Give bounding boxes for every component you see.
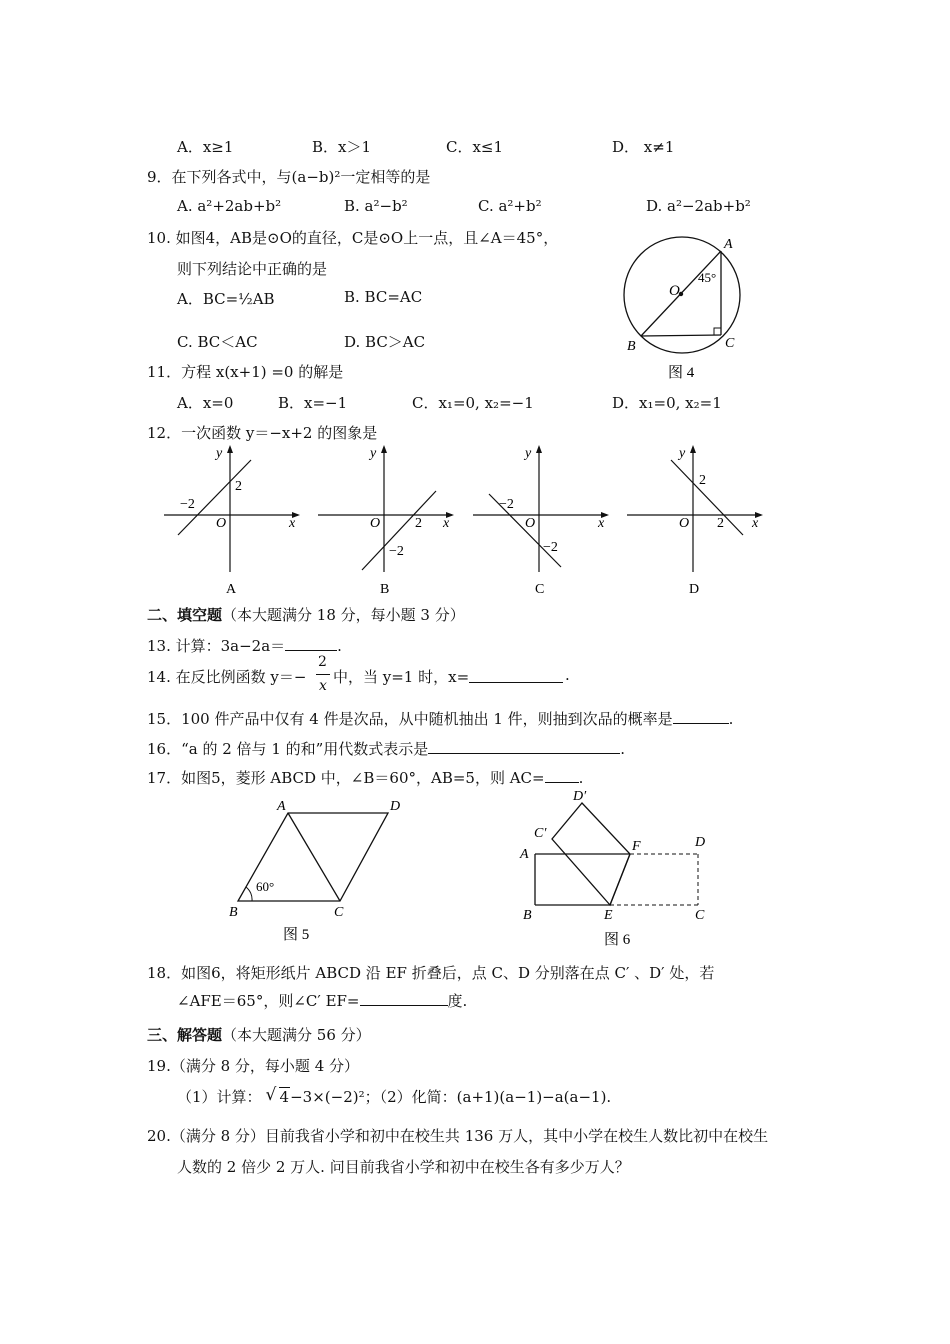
svg-text:O: O [216, 516, 227, 531]
svg-text:−2: −2 [543, 540, 558, 555]
q15-answer-blank[interactable] [673, 709, 729, 724]
q17: 17．如图5，菱形 ABCD 中，∠B＝60°，AB=5，则 AC= . [147, 769, 584, 787]
q15: 15．100 件产品中仅有 4 件是次品，从中随机抽出 1 件，则抽到次品的概率是 . [147, 710, 734, 728]
q8-option-a: A．x≥1 [177, 138, 234, 156]
fig6-fold-line-ef [610, 854, 630, 905]
q11-option-c: C．x₁=0, x₂=−1 [412, 394, 534, 412]
q20-line2: 人数的 2 倍少 2 万人. 问目前我省小学和初中在校生各有多少万人？ [177, 1158, 630, 1176]
svg-text:2: 2 [235, 479, 242, 494]
svg-text:O: O [679, 516, 690, 531]
svg-text:D: D [390, 799, 401, 814]
graph-b [314, 442, 464, 602]
q14-fraction-den: x [319, 678, 327, 694]
q9-option-a: A. a²+2ab+b² [177, 197, 282, 215]
fig4-angle-label: 45° [698, 270, 717, 285]
q19-sqrt: √ 4 [265, 1085, 290, 1106]
section-2-note: （本大题满分 18 分，每小题 3 分） [222, 606, 465, 624]
svg-text:−2: −2 [389, 544, 404, 559]
q18-line1: 18．如图6，将矩形纸片 ABCD 沿 EF 折叠后，点 C、D 分别落在点 C′ 、D′ 处，若 [147, 964, 715, 982]
q9-stem: 9．在下列各式中，与(a−b)²一定相等的是 [147, 168, 431, 186]
svg-text:D′: D′ [573, 789, 587, 804]
q10-option-b: B. BC=AC [344, 288, 423, 306]
q14-answer-blank[interactable] [469, 668, 563, 683]
fig4-label-c: C [725, 336, 735, 351]
graph-a [160, 442, 310, 602]
q14-fraction-num: 2 [318, 654, 327, 670]
q17-text: 17．如图5，菱形 ABCD 中，∠B＝60°，AB=5，则 AC= [147, 769, 545, 787]
q16-text: 16．“a 的 2 倍与 1 的和”用代数式表示是 [147, 740, 429, 758]
figure-5 [220, 795, 410, 950]
svg-text:A: A [277, 799, 286, 814]
section-3-heading [147, 1024, 371, 1045]
q9-option-b: B. a²−b² [344, 197, 408, 215]
q14-post: 中，当 y=1 时，x= [333, 668, 470, 686]
q9-option-c: C. a²+b² [478, 197, 542, 215]
svg-text:C: C [695, 908, 705, 923]
svg-text:x: x [289, 516, 296, 531]
svg-text:y: y [525, 446, 532, 461]
q8-option-d: D． x≠1 [612, 138, 675, 156]
fig4-label-a: A [724, 237, 733, 252]
q18-line2: ∠AFE＝65°，则∠C′ EF= 度. [177, 992, 468, 1010]
q19-parts: （1）计算： √ 4−3×(−2)²；（2）化简：(a+1)(a−1)−a(a−1). [177, 1085, 612, 1106]
svg-text:y: y [216, 446, 223, 461]
q19-stem: 19.（满分 8 分，每小题 4 分） [147, 1057, 360, 1075]
q20-line1: 20.（满分 8 分）目前我省小学和初中在校生共 136 万人，其中小学在校生人数比初中在校生 [147, 1127, 769, 1145]
q16: 16．“a 的 2 倍与 1 的和”用代数式表示是 . [147, 740, 626, 758]
svg-text:x: x [752, 516, 759, 531]
figure-4 [610, 228, 760, 388]
q13-text: 13. 计算：3a−2a＝ [147, 637, 286, 655]
q16-answer-blank[interactable] [428, 739, 620, 754]
svg-text:O: O [525, 516, 536, 531]
section-2-title: 二、填空题 [147, 606, 223, 624]
q10-option-d: D. BC＞AC [344, 333, 426, 351]
svg-text:A: A [520, 847, 529, 862]
svg-text:C: C [334, 905, 344, 920]
section-2-heading [147, 604, 465, 625]
q13-answer-blank[interactable] [285, 636, 337, 651]
graph-b-label: B [380, 582, 390, 597]
svg-text:E: E [604, 908, 613, 923]
q8-option-b: B．x＞1 [312, 138, 372, 156]
svg-text:2: 2 [415, 516, 422, 531]
q13: 13. 计算：3a−2a＝ . [147, 637, 342, 655]
svg-text:60°: 60° [256, 879, 275, 894]
svg-text:D: D [695, 835, 706, 850]
fig4-label-b: B [627, 339, 636, 354]
q11-option-a: A．x=0 [177, 394, 234, 412]
fig4-caption: 图 4 [668, 365, 695, 381]
section-3-title: 三、解答题 [147, 1026, 223, 1044]
svg-text:2: 2 [717, 516, 724, 531]
fig5-caption: 图 5 [283, 927, 310, 943]
q11-stem: 11．方程 x(x+1) =0 的解是 [147, 363, 344, 381]
svg-text:x: x [443, 516, 450, 531]
graph-d-label: D [689, 582, 700, 597]
q14-fraction-bar [316, 674, 330, 675]
fig5-angle-arc [246, 887, 252, 901]
q14-pre: 14. 在反比例函数 y＝− [147, 668, 307, 686]
section-3-note: （本大题满分 56 分） [222, 1026, 371, 1044]
q10-stem-line1: 10. 如图4，AB是⊙O的直径，C是⊙O上一点，且∠A＝45°， [147, 229, 559, 247]
q18-answer-blank[interactable] [360, 991, 448, 1006]
svg-text:B: B [523, 908, 532, 923]
svg-text:B: B [229, 905, 238, 920]
fig4-label-o: O [669, 283, 680, 299]
svg-text:F: F [632, 839, 641, 854]
svg-text:2: 2 [699, 473, 706, 488]
q15-text: 15．100 件产品中仅有 4 件是次品，从中随机抽出 1 件，则抽到次品的概率是 [147, 710, 673, 728]
q9-option-d: D. a²−2ab+b² [646, 197, 751, 215]
q10-option-a: A．BC=½AB [177, 290, 275, 308]
svg-text:y: y [370, 446, 377, 461]
fig4-right-angle-mark [714, 328, 721, 335]
graph-c-label: C [535, 582, 545, 597]
q12-stem: 12．一次函数 y＝−x+2 的图象是 [147, 424, 378, 442]
figure-6 [515, 784, 715, 954]
fig5-diagonal-ac [288, 813, 340, 901]
svg-text:O: O [370, 516, 381, 531]
graph-a-label: A [226, 582, 237, 597]
graph-c [469, 442, 619, 602]
svg-text:C′: C′ [534, 826, 547, 841]
q17-answer-blank[interactable] [545, 768, 579, 783]
q11-option-b: B．x=−1 [278, 394, 348, 412]
svg-text:x: x [598, 516, 605, 531]
q10-stem-line2: 则下列结论中正确的是 [177, 260, 328, 278]
q11-option-d: D．x₁=0, x₂=1 [612, 394, 722, 412]
q8-option-c: C．x≤1 [446, 138, 504, 156]
fig4-segment-bc [641, 335, 721, 336]
svg-text:−2: −2 [180, 497, 195, 512]
fig6-caption: 图 6 [604, 932, 631, 948]
svg-text:y: y [679, 446, 686, 461]
graph-d [623, 442, 773, 602]
q10-option-c: C. BC＜AC [177, 333, 258, 351]
svg-text:−2: −2 [499, 497, 514, 512]
